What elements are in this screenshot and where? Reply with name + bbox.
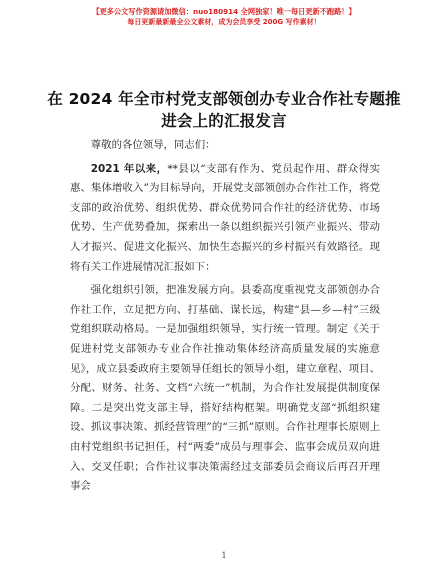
paragraph-1-lead: 2021 年以来，: [90, 162, 168, 175]
document-body: [70, 136, 380, 497]
salutation: 尊敬的各位领导，同志们：: [90, 139, 216, 151]
promo-banner-line1: 【更多公文写作资源请加微信：nuo180914 全网独家！唯一每日更新不跑路！】: [92, 7, 356, 16]
paragraph-2: 强化组织引领，把准发展方向。县委高度重视党支部领创办合作社工作，立足把方向、打基础、谋长远，构建“县—乡—村”三级党组织联动格局。一是加强组织领导，实行统一管理。制定《关于促进村党支部领办专业合作社推动集体经济高质量发展的实施意见》，成立县委政府主要领导任组长的领导小组，建立章程、项目、分配、财务、社务、文档“六统一”机制，为合作社发展提供制度保障。二是突出党支部主导，搭好结构框架。明确党支部“抓组织建设、抓议事决策、抓经营管理”的“三抓”原则。合作社理事长原则上由村党组织书记担任，村“两委”成员与理事会、监事会成员双向进入、交叉任职；合作社议事决策需经过支部委员会商议后再召开理事会: [70, 284, 380, 493]
promo-banner: [0, 6, 448, 28]
page-number: 1: [221, 551, 227, 560]
document-title: 在 2024 年全市村党支部领创办专业合作社专题推进会上的汇报发言: [47, 90, 401, 130]
promo-banner-line2: 每日更新最新最全公文素材，成为会员享受 200G 写作素材！: [127, 18, 321, 26]
paragraph-1: [70, 160, 380, 278]
paragraph-1-text: **县以“支部有作为、党员起作用、群众得实惠、集体增收入”为目标导向，开展党支部领创办合作社工作，将党支部的政治优势、组织优势、群众优势同合作社的经济优势、市场优势、生产优势叠加，探索出一条以组织振兴引领产业振兴、带动人才振兴、促进文化振兴、加快生态振兴的乡村振兴有效路径。现将有关工作进展情况汇报如下：: [70, 162, 381, 273]
